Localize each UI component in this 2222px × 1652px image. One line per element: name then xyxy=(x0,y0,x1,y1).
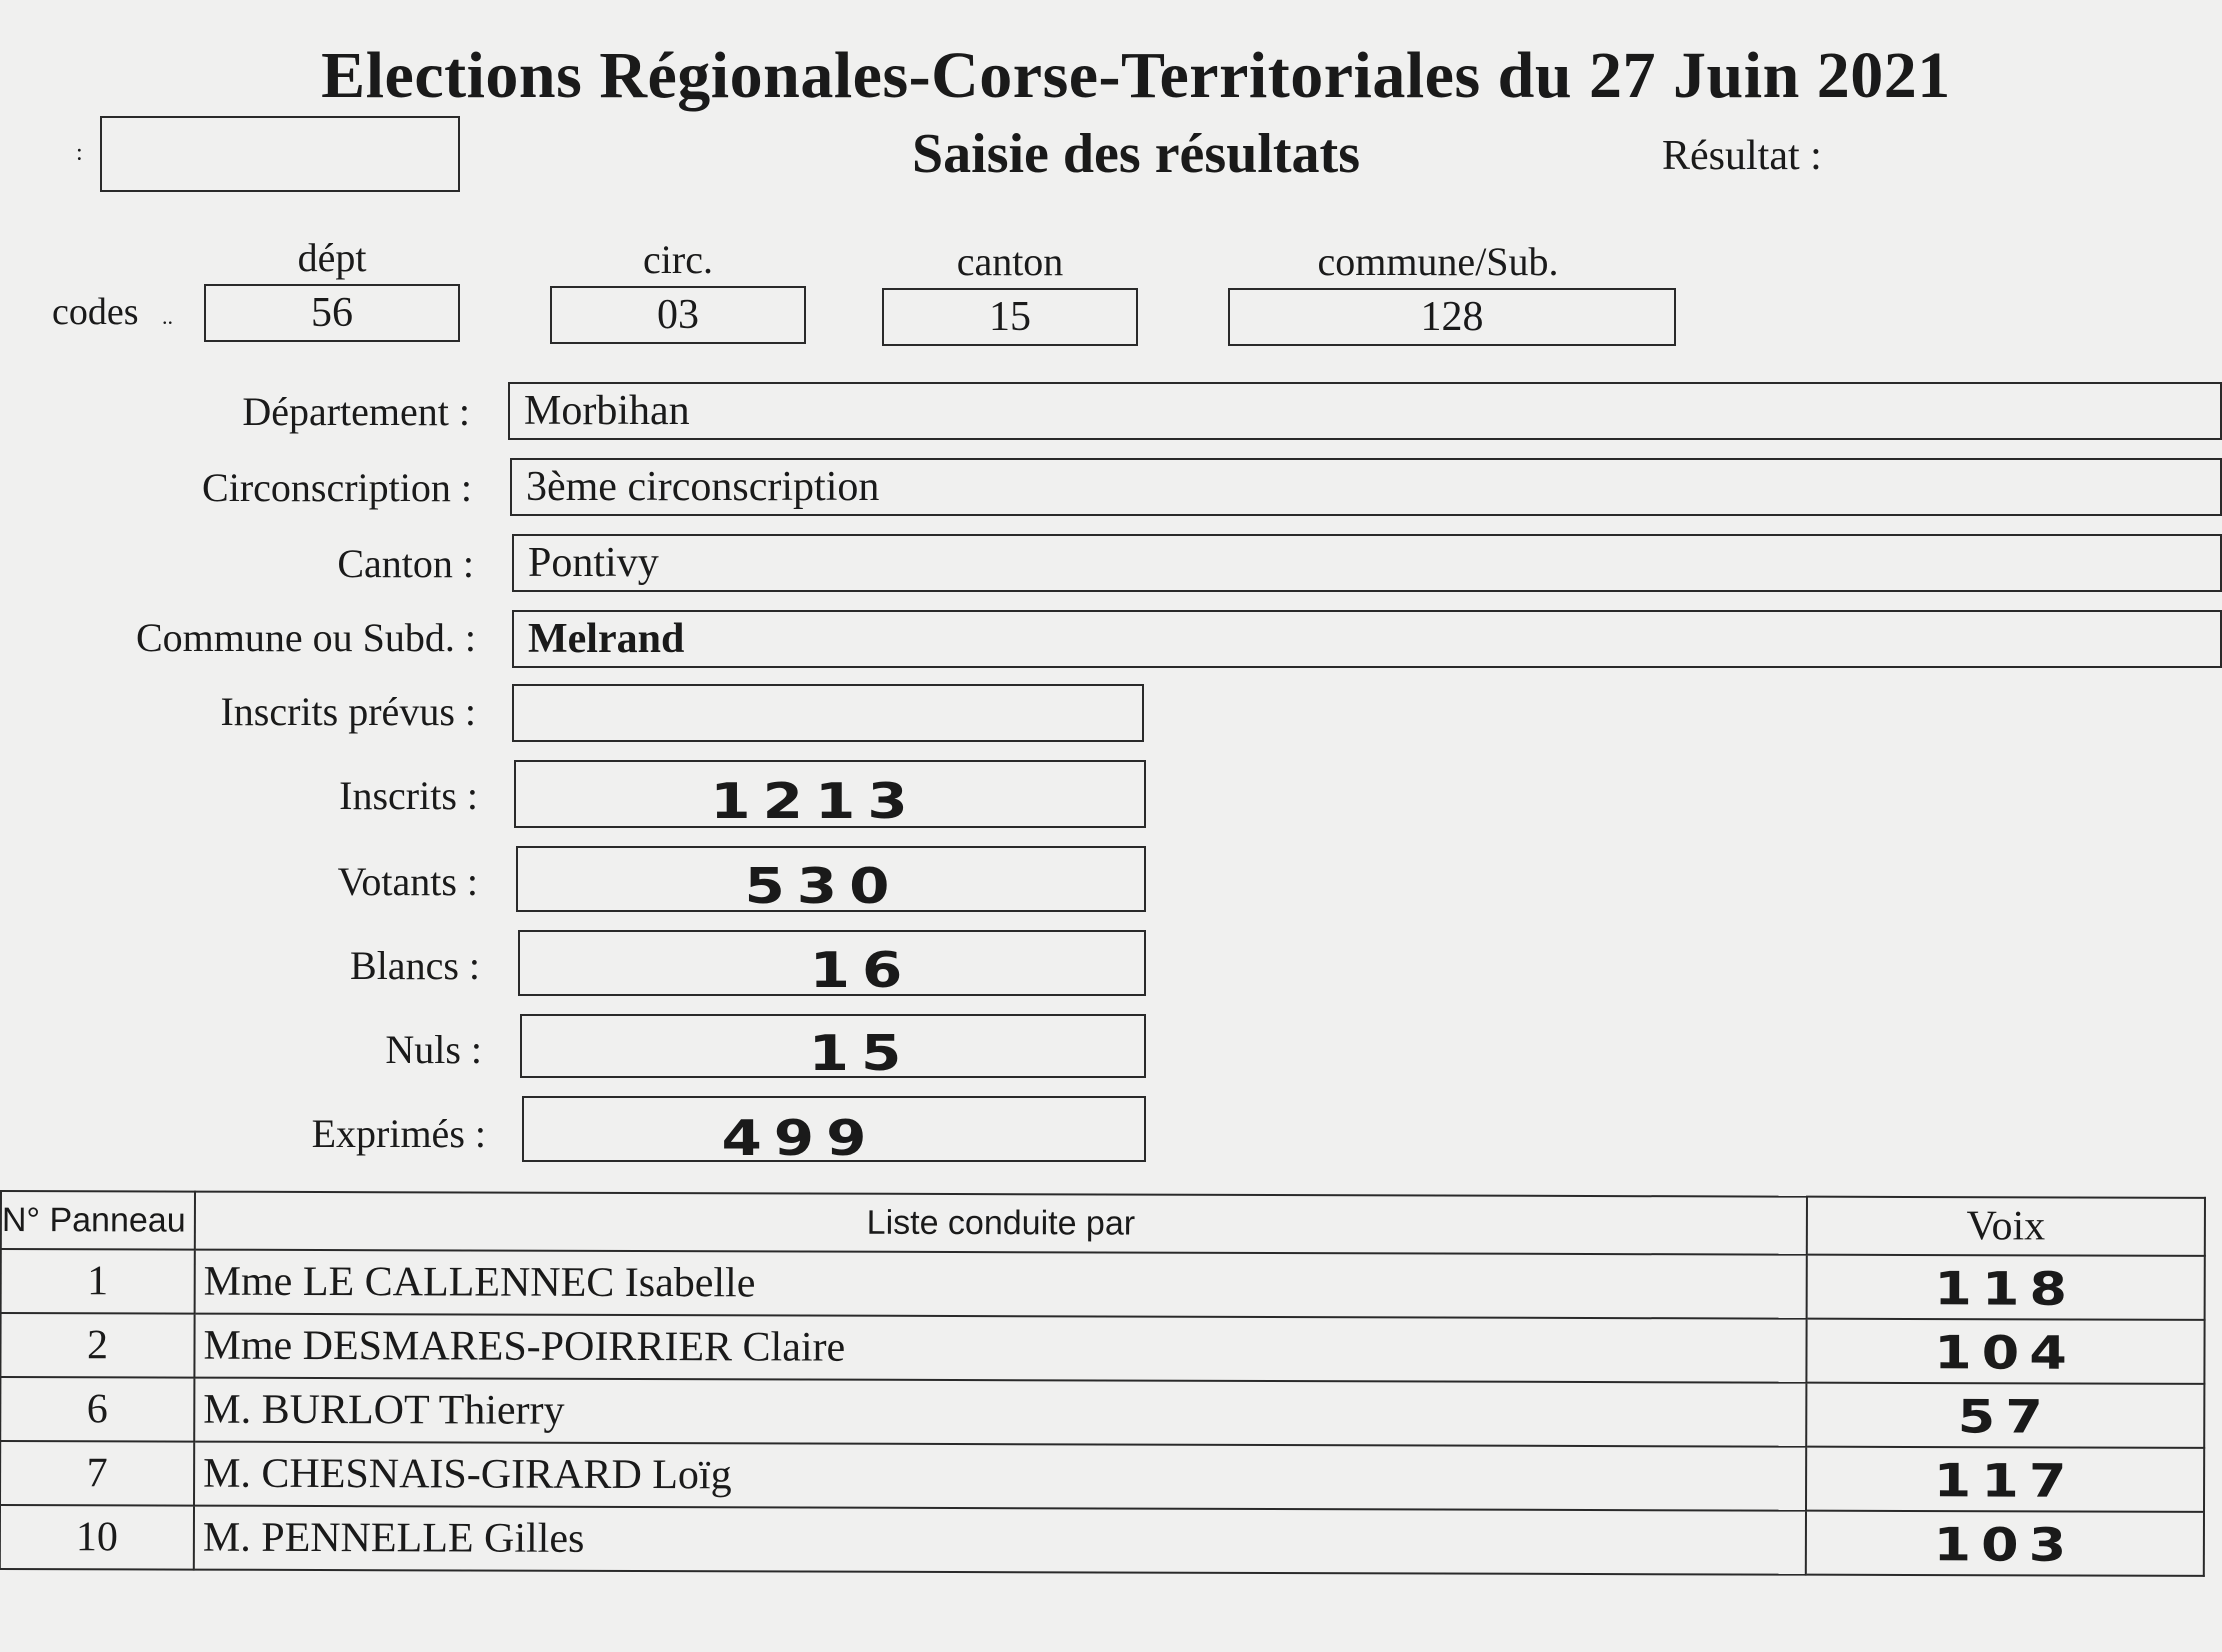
voix-value: 118 xyxy=(1934,1261,2078,1316)
voix-value: 117 xyxy=(1933,1453,2077,1508)
inscrits-prevus-label: Inscrits prévus : xyxy=(220,689,476,734)
liste-leader: Mme LE CALLENNEC Isabelle xyxy=(195,1250,1807,1319)
table-row xyxy=(0,1377,2204,1448)
voix-cell xyxy=(1806,1447,2204,1512)
nuls-value: 15 xyxy=(808,1024,914,1082)
circonscription-field: 3ème circonscription xyxy=(510,458,2222,516)
resultat-label: Résultat : xyxy=(1662,133,1822,179)
voix-cell xyxy=(1806,1383,2204,1448)
panneau-number: 6 xyxy=(0,1377,194,1442)
liste-leader: M. CHESNAIS-GIRARD Loïg xyxy=(194,1442,1806,1511)
canton-field: Pontivy xyxy=(512,534,2222,592)
codes-dots: .. xyxy=(162,304,173,329)
table-row xyxy=(0,1441,2204,1512)
panneau-number: 2 xyxy=(0,1313,194,1378)
departement-field: Morbihan xyxy=(508,382,2222,440)
table-row xyxy=(1,1249,2205,1320)
dept-code-field: 56 xyxy=(204,284,460,342)
votants-label: Votants : xyxy=(337,859,478,904)
commune-label: Commune ou Subd. : xyxy=(135,615,476,660)
results-table xyxy=(0,1190,2206,1577)
inscrits-prevus-field xyxy=(512,684,1144,742)
circ-code-field: 03 xyxy=(550,286,806,344)
votants-field xyxy=(516,846,1146,915)
nuls-label: Nuls : xyxy=(385,1027,482,1072)
exprimes-field xyxy=(522,1096,1146,1167)
canton-code-field: 15 xyxy=(882,288,1138,346)
panneau-column-header: N° Panneau xyxy=(1,1191,195,1250)
voix-cell xyxy=(1806,1319,2204,1384)
commune-code-label: commune/Sub. xyxy=(1317,239,1559,284)
nuls-field xyxy=(520,1014,1146,1082)
votants-value: 530 xyxy=(744,857,902,915)
liste-leader: Mme DESMARES-POIRRIER Claire xyxy=(194,1314,1806,1383)
blancs-label: Blancs : xyxy=(350,943,480,988)
form-title: Elections Régionales-Corse-Territoriales du 27 Juin 2021 xyxy=(321,39,1951,112)
inscrits-field xyxy=(514,760,1146,828)
panneau-number: 7 xyxy=(0,1441,194,1506)
liste-leader: M. BURLOT Thierry xyxy=(194,1378,1806,1447)
panneau-number: 1 xyxy=(1,1249,195,1314)
departement-label: Département : xyxy=(242,389,470,434)
canton-label: Canton : xyxy=(337,541,474,586)
codes-label: codes xyxy=(52,291,139,333)
circonscription-label: Circonscription : xyxy=(202,465,472,510)
voix-value: 104 xyxy=(1934,1325,2077,1380)
reference-colon: : xyxy=(76,140,83,166)
commune-code-field: 128 xyxy=(1228,288,1676,346)
inscrits-label: Inscrits : xyxy=(339,773,478,818)
table-row xyxy=(0,1313,2204,1384)
voix-value: 103 xyxy=(1933,1517,2077,1572)
blancs-value: 16 xyxy=(809,941,915,999)
panneau-number: 10 xyxy=(0,1505,194,1570)
blancs-field xyxy=(518,930,1146,999)
liste-leader: M. PENNELLE Gilles xyxy=(194,1506,1806,1575)
table-header-row xyxy=(1,1191,2205,1256)
circ-code-label: circ. xyxy=(643,237,713,282)
canton-code-label: canton xyxy=(956,239,1064,284)
dept-code-label: dépt xyxy=(297,235,367,280)
table-row xyxy=(0,1505,2204,1576)
exprimes-label: Exprimés : xyxy=(311,1111,486,1156)
commune-field: Melrand xyxy=(512,610,2222,668)
voix-value: 57 xyxy=(1957,1389,2053,1444)
voix-cell xyxy=(1806,1511,2204,1576)
voix-column-header: Voix xyxy=(1807,1197,2205,1256)
liste-column-header: Liste conduite par xyxy=(195,1192,1807,1255)
inscrits-value: 1213 xyxy=(710,772,920,830)
exprimes-value: 499 xyxy=(721,1109,879,1167)
form-subtitle: Saisie des résultats xyxy=(912,123,1360,185)
voix-cell xyxy=(1807,1255,2205,1320)
